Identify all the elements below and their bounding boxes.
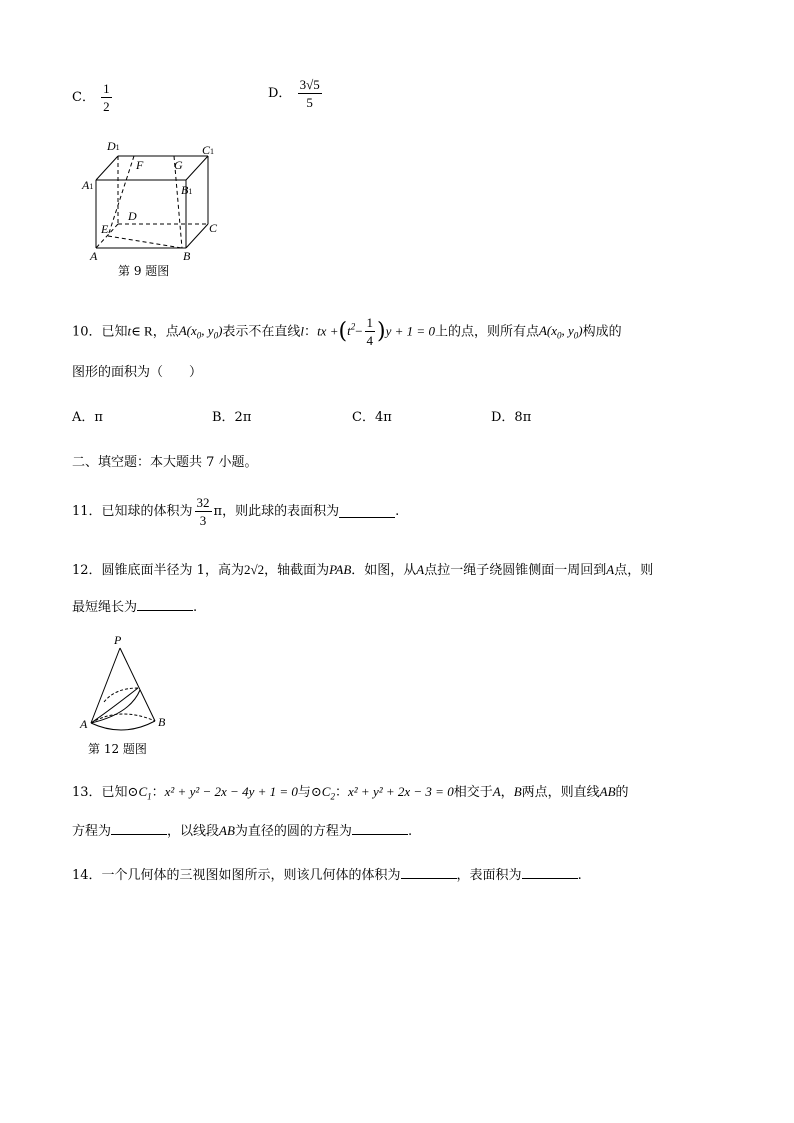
- q10-text3: 上的点，则所有点: [434, 324, 539, 340]
- q14-answer-blank-2: [522, 866, 578, 879]
- q9-option-c: [72, 80, 114, 115]
- q13-line1: 13．已知$⊙C_1$：x² + y² − 2x − 4y + 1 = 0与$⊙C_2$：x² + y² + 2x − 3 = 0相交于A，B两点，则直线AB的: [72, 784, 629, 802]
- fig9-label-d: D: [128, 209, 137, 223]
- q10-point-a2: $A(x_0$, $y_0$): [538, 323, 583, 341]
- fig12-label-a: A: [80, 717, 88, 731]
- q13-answer-blank-2: [352, 822, 408, 835]
- q12-line2: 最短绳长为 .: [72, 600, 198, 615]
- q13-circle2: $⊙C_2$: [310, 784, 335, 802]
- q9-option-d: [268, 76, 324, 111]
- q13-circle1: $⊙C_1$: [127, 784, 152, 802]
- fig12-label-b: B: [158, 715, 166, 729]
- q10-eq-part2: y + 1 = 0: [385, 323, 435, 339]
- q12-line1: 12．圆锥底面半径为 1，高为2√2，轴截面为PAB．如图，从A点拉一绳子绕圆锥侧面一周回到A点，则: [72, 562, 654, 578]
- q11-pi: π: [213, 504, 223, 519]
- fig9-caption: 第 9 题图: [118, 264, 170, 278]
- q11: 11．已知球的体积为 $\frac{32}{3}$ π，则此球的表面积为 .: [72, 495, 400, 528]
- q10-line2: 图形的面积为（ ）: [72, 365, 203, 380]
- q9-option-d-label: D．: [268, 86, 292, 101]
- q9-option-d-den: 5: [306, 95, 313, 110]
- q9-option-c-label: C．: [72, 90, 95, 105]
- fig9-label-b: B: [183, 249, 191, 263]
- fig9-label-a: A: [90, 249, 98, 263]
- q9-option-d-fraction: [298, 76, 322, 111]
- q10-point-a: $A(x_0$, $y_0$): [178, 323, 223, 341]
- q12-answer-blank: [137, 598, 193, 611]
- q10-eq-part1: tx +: [317, 323, 339, 339]
- q10-text2: 表示不在直线: [222, 324, 301, 340]
- q10-line1: 10．已知t∈ R，点$A(x_0$, $y_0$)表示不在直线l：tx $+(t^2-$ $\frac{1}{4}$ )y + 1 = 0上的点，则所有点$A(x_0$, $y_0$)构成的: [72, 315, 622, 349]
- q9-option-d-num: 3√5: [299, 77, 320, 92]
- fig9-label-e: E: [101, 222, 109, 236]
- q9-option-c-fraction: [101, 80, 112, 115]
- q10-option-b: B．2π: [212, 410, 252, 425]
- q10-option-a: A．π: [72, 410, 103, 425]
- q12-pab: PAB: [329, 562, 352, 577]
- q10-t-squared: $t^2$: [347, 322, 356, 339]
- fig9-label-f: F: [136, 158, 144, 172]
- fig9-label-d1: D1: [107, 139, 120, 153]
- q13-eq2: x² + y² + 2x − 3 = 0: [348, 784, 454, 799]
- q11-answer-blank: [339, 505, 395, 518]
- fig9-label-c: C: [209, 221, 218, 235]
- fig12-label-p: P: [114, 633, 122, 647]
- q10-l: l: [300, 323, 305, 339]
- figure-9-prism: [78, 138, 228, 266]
- fig9-label-a1: A1: [82, 178, 94, 192]
- q12-prefix: 12．圆锥底面半径为 1，高为: [72, 563, 244, 578]
- q10-t: t: [127, 323, 132, 339]
- q11-fraction: $\frac{32}{3}$: [196, 495, 210, 528]
- fig9-label-b1: B1: [181, 183, 193, 197]
- fig9-label-c1: C1: [202, 143, 215, 157]
- q10-minus: −: [355, 323, 363, 339]
- q13-line2: 方程为 ，以线段AB为直径的圆的方程为 .: [72, 823, 413, 839]
- section-2-heading: 二、填空题：本大题共 7 小题。: [72, 455, 258, 470]
- q9-option-c-den: 2: [103, 99, 110, 114]
- q10-colon: ：: [304, 324, 318, 340]
- q10-option-c: C．4π: [352, 410, 392, 425]
- q14: 14．一个几何体的三视图如图所示，则该几何体的体积为 ，表面积为 .: [72, 868, 582, 883]
- fig12-caption: 第 12 题图: [88, 742, 147, 756]
- q12-height: 2√2: [243, 562, 265, 577]
- fig9-label-g: G: [174, 158, 183, 172]
- q11-prefix: 11．已知球的体积为: [72, 504, 193, 519]
- q10-option-d: D．8π: [491, 410, 532, 425]
- q10-text4: 构成的: [582, 324, 622, 340]
- q9-option-c-num: 1: [103, 81, 110, 96]
- q14-answer-blank-1: [401, 866, 457, 879]
- q13-answer-blank-1: [111, 822, 167, 835]
- q10-fraction: $\frac{1}{4}$: [366, 315, 374, 349]
- q11-suffix: ，则此球的表面积为: [222, 504, 340, 519]
- q13-eq1: x² + y² − 2x − 4y + 1 = 0: [164, 784, 298, 799]
- q10-text1: ，点: [152, 324, 179, 340]
- q10-prefix: 10．已知: [72, 324, 128, 340]
- q10-in-r: ∈ R: [131, 323, 153, 339]
